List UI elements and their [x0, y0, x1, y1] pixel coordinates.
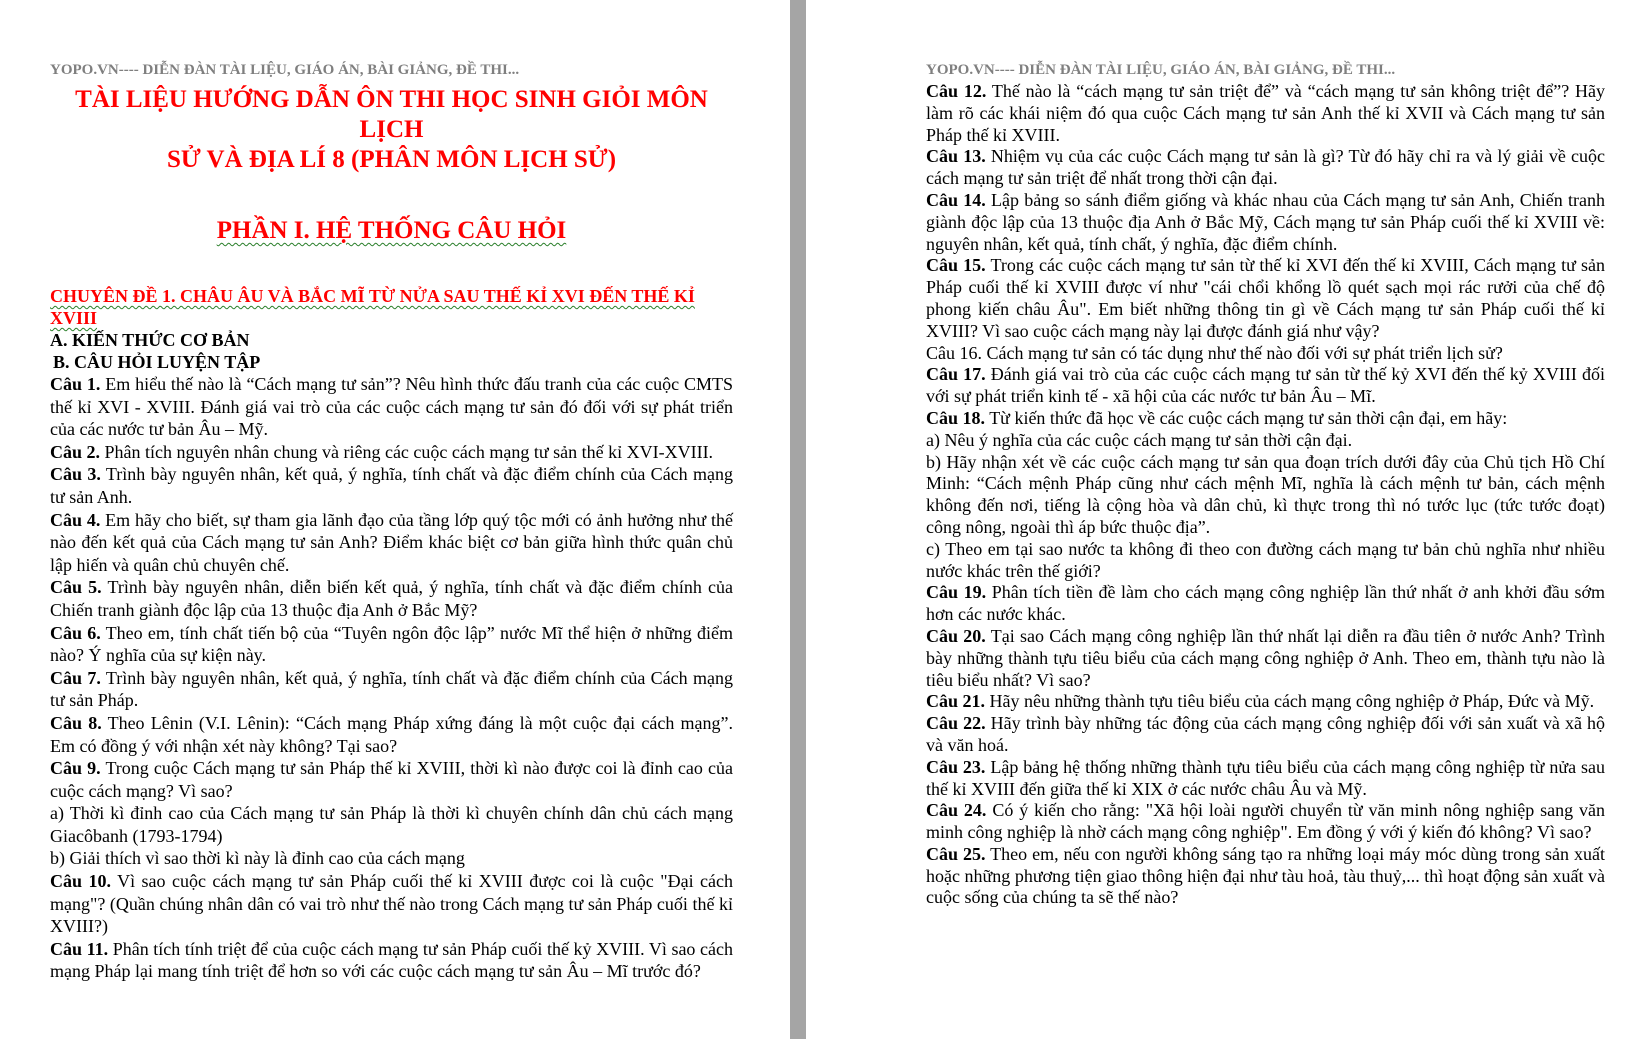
question-text: Phân tích tính triệt để của cuộc cách mạng tư sản Pháp cuối thế kỷ XVIII. Vì sao cách mạng Pháp lại mang tính triệt để hơn so với các cuộc cách mạng tư sản Âu – Mĩ trước đó?	[50, 938, 733, 982]
question-item	[50, 802, 733, 847]
question-item	[926, 190, 1605, 255]
question-label: Câu 17.	[926, 364, 986, 385]
question-item	[50, 463, 733, 508]
question-item	[926, 81, 1605, 146]
question-item	[926, 452, 1605, 539]
question-label: Câu 15.	[926, 255, 986, 276]
question-item	[926, 800, 1605, 844]
question-text: Tại sao Cách mạng công nghiệp lần thứ nhất lại diễn ra đầu tiên ở nước Anh? Trình bày những thành tựu tiêu biểu của cách mạng công nghiệp ở Anh. Theo em, thành tựu nào là tiêu biểu nhất? Vì sao?	[926, 625, 1605, 690]
question-list-right	[926, 81, 1605, 909]
question-text: a) Thời kì đỉnh cao của Cách mạng tư sản Pháp là thời kì chuyên chính dân chủ cách mạng Giacôbanh (1793-1794)	[50, 803, 733, 846]
question-item	[926, 255, 1605, 342]
question-text: Lập bảng so sánh điểm giống và khác nhau của Cách mạng tư sản Anh, Chiến tranh giành độc lập của 13 thuộc địa Anh ở Bắc Mỹ, Cách mạng tư sản Pháp cuối thế kỉ XVIII về: nguyên nhân, kết quả, tính chất, ý nghĩa, đặc điểm chính.	[926, 189, 1605, 254]
question-label: Câu 22.	[926, 713, 986, 734]
page-header: YOPO.VN---- DIỄN ĐÀN TÀI LIỆU, GIÁO ÁN, BÀI GIẢNG, ĐỀ THI...	[926, 62, 1396, 78]
question-item	[926, 757, 1605, 801]
question-label: Câu 1.	[50, 374, 101, 394]
question-label: Câu 18.	[926, 407, 986, 428]
question-item	[50, 373, 733, 441]
question-text: Lập bảng hệ thống những thành tựu tiêu biểu của cách mạng công nghiệp từ nửa sau thế kỉ XVIII đến giữa thế kỉ XIX ở các nước châu Âu và Mỹ.	[926, 756, 1605, 799]
question-label: Câu 14.	[926, 189, 986, 210]
question-text: Trình bày nguyên nhân, diễn biến kết quả, ý nghĩa, tính chất và đặc điểm chính của Chiến tranh giành độc lập của 13 thuộc địa Anh ở Bắc Mỹ?	[50, 577, 733, 620]
question-text: b) Giải thích vì sao thời kì này là đỉnh cao của cách mạng	[50, 848, 465, 869]
question-item	[50, 622, 733, 667]
question-label: Câu 2.	[50, 441, 101, 462]
question-text: Phân tích nguyên nhân chung và riêng các cuộc cách mạng tư sản thế kỉ XVI-XVIII.	[100, 441, 714, 462]
question-text: b) Hãy nhận xét về các cuộc cách mạng tư sản qua đoạn trích dưới đây của Chủ tịch Hồ Chí Minh: “Cách mệnh Pháp cũng như cách mệnh Mĩ, nghĩa là cách mệnh tư bản, cách mệnh không đến nơi, tiếng là cộng hòa và dân chủ, kì thực trong thì nó tước lục (tức tước đoạt) công nông, ngoài thì áp bức thuộc địa”.	[926, 451, 1605, 537]
question-item	[926, 408, 1605, 430]
question-label: Câu 24.	[926, 800, 987, 821]
document-title-line-1: TÀI LIỆU HƯỚNG DẪN ÔN THI HỌC SINH GIỎI MÔN LỊCH	[75, 86, 708, 143]
question-label: Câu 20.	[926, 625, 986, 646]
question-item	[50, 509, 733, 577]
question-item	[926, 713, 1605, 757]
document-page-left	[0, 0, 790, 1039]
question-item	[926, 146, 1605, 190]
question-text: c) Theo em tại sao nước ta không đi theo con đường cách mạng tư bản chủ nghĩa như nhiều nước khác trên thế giới?	[926, 538, 1605, 581]
question-item	[926, 626, 1605, 691]
question-item	[50, 441, 733, 464]
topic-title: CHUYÊN ĐỀ 1. CHÂU ÂU VÀ BẮC MĨ TỪ NỬA SAU THẾ KỈ XVI ĐẾN THẾ KỈ XVIII	[50, 286, 695, 328]
question-label: Câu 10.	[50, 871, 111, 892]
question-text: Câu 16. Cách mạng tư sản có tác dụng như thế nào đối với sự phát triển lịch sử?	[926, 342, 1503, 363]
question-text: Có ý kiến cho rằng: "Xã hội loài người chuyển từ văn minh nông nghiệp sang văn minh công nghiệp là nhờ cách mạng công nghiệp". Em đồng ý với ý kiến đó không? Vì sao?	[926, 800, 1605, 843]
question-text: Đánh giá vai trò của các cuộc cách mạng tư sản từ thế kỷ XVI đến thế kỷ XVIII đối với sự phát triển kinh tế - xã hội của các nước tư bản Âu – Mĩ.	[926, 364, 1605, 407]
question-item	[50, 870, 733, 938]
question-text: Phân tích tiền đề làm cho cách mạng công nghiệp lần thứ nhất ở anh khởi đầu sớm hơn các nước khác.	[926, 582, 1605, 625]
part-title: PHẦN I. HỆ THỐNG CÂU HỎI	[216, 217, 567, 244]
question-item	[50, 576, 733, 621]
question-item	[926, 582, 1605, 626]
question-item	[926, 343, 1605, 365]
question-item	[50, 712, 733, 757]
question-item	[926, 430, 1605, 452]
question-item	[50, 847, 733, 870]
question-label: Câu 19.	[926, 582, 987, 603]
question-text: Theo em, nếu con người không sáng tạo ra những loại máy móc dùng trong sản xuất hoặc những phương tiện giao thông hiện đại như tàu hoả, tàu thuỷ,... thì hoạt động sản xuất và cuộc sống của chúng ta sẽ thế nào?	[926, 843, 1606, 908]
section-b-heading: B. CÂU HỎI LUYỆN TẬP	[53, 352, 261, 372]
question-text: Trong các cuộc cách mạng tư sản từ thế kỉ XVI đến thế kỉ XVIII, Cách mạng tư sản Pháp cuối thế kỉ XVIII được ví như "cái chổi khổng lồ quét sạch mọi rác rưởi của chế độ phong kiến châu Âu". Em biết những thông tin gì về Cách mạng tư sản Pháp cuối thế kỉ XVIII? Vì sao cuộc cách mạng này lại được đánh giá như vậy?	[926, 255, 1605, 341]
question-text: Nhiệm vụ của các cuộc Cách mạng tư sản là gì? Từ đó hãy chỉ ra và lý giải về cuộc cách mạng tư sản triệt để nhất trong thời cận đại.	[926, 146, 1605, 189]
question-item	[50, 667, 733, 712]
question-label: Câu 8.	[50, 712, 102, 733]
question-label: Câu 6.	[50, 622, 101, 643]
question-item	[926, 691, 1605, 713]
question-item	[50, 757, 733, 802]
question-text: Em hãy cho biết, sự tham gia lãnh đạo của tầng lớp quý tộc mới có ảnh hưởng như thế nào đến kết quả của Cách mạng tư sản Anh? Điểm khác biệt cơ bản giữa hình thức quân chủ lập hiến và quân chủ chuyên chế.	[50, 509, 734, 575]
question-text: Em hiểu thế nào là “Cách mạng tư sản”? Nêu hình thức đấu tranh của các cuộc CMTS thế kỉ XVI - XVIII. Đánh giá vai trò của các cuộc cách mạng tư sản đó đối với sự phát triển của các nước tư bản Âu – Mỹ.	[50, 374, 733, 440]
question-label: Câu 12.	[926, 81, 987, 101]
question-text: Hãy nêu những thành tựu tiêu biểu của cách mạng công nghiệp ở Pháp, Đức và Mỹ.	[985, 691, 1595, 712]
question-item	[926, 844, 1605, 909]
question-text: a) Nêu ý nghĩa của các cuộc cách mạng tư sản thời cận đại.	[926, 429, 1353, 450]
question-list-left	[50, 373, 733, 983]
question-label: Câu 4.	[50, 509, 101, 530]
question-text: Theo em, tính chất tiến bộ của “Tuyên ngôn độc lập” nước Mĩ thể hiện ở những điểm nào? Ý nghĩa của sự kiện này.	[50, 622, 733, 666]
question-label: Câu 13.	[926, 146, 986, 167]
question-label: Câu 25.	[926, 843, 986, 864]
section-a-heading: A. KIẾN THỨC CƠ BẢN	[50, 330, 250, 350]
question-text: Trình bày nguyên nhân, kết quả, ý nghĩa, tính chất và đặc điểm chính của Cách mạng tư sản Pháp.	[50, 667, 733, 711]
question-text: Thế nào là “cách mạng tư sản triệt để” và “cách mạng tư sản không triệt để”? Hãy làm rõ các khái niệm đó qua cuộc Cách mạng tư sản Anh thế kỉ XVII và Cách mạng tư sản Pháp thế kỉ XVIII.	[926, 81, 1605, 145]
question-label: Câu 21.	[926, 691, 986, 712]
question-item	[50, 938, 733, 983]
document-page-right	[806, 0, 1635, 1039]
question-label: Câu 23.	[926, 756, 986, 777]
question-item	[926, 539, 1605, 583]
document-title-line-2: SỬ VÀ ĐỊA LÍ 8 (PHÂN MÔN LỊCH SỬ)	[166, 146, 617, 173]
question-text: Vì sao cuộc cách mạng tư sản Pháp cuối thế kỉ XVIII được coi là cuộc "Đại cách mạng"? (Quần chúng nhân dân có vai trò như thế nào trong Cách mạng tư sản Pháp cuối thế kỉ XVIII?)	[50, 871, 733, 937]
question-text: Từ kiến thức đã học về các cuộc cách mạng tư sản thời cận đại, em hãy:	[985, 407, 1508, 428]
question-text: Trình bày nguyên nhân, kết quả, ý nghĩa, tính chất và đặc điểm chính của Cách mạng tư sản Anh.	[50, 464, 733, 507]
question-text: Hãy trình bày những tác động của cách mạng công nghiệp đối với sản xuất và xã hộ và văn hoá.	[926, 713, 1606, 755]
question-label: Câu 3.	[50, 464, 101, 485]
question-text: Theo Lênin (V.I. Lênin): “Cách mạng Pháp xứng đáng là một cuộc đại cách mạng”. Em có đồng ý với nhận xét này không? Tại sao?	[50, 712, 733, 756]
question-item	[926, 364, 1605, 408]
question-text: Trong cuộc Cách mạng tư sản Pháp thế kỉ XVIII, thời kì nào được coi là đỉnh cao của cuộc cách mạng? Vì sao?	[50, 758, 733, 801]
question-label: Câu 9.	[50, 758, 101, 779]
page-header: YOPO.VN---- DIỄN ĐÀN TÀI LIỆU, GIÁO ÁN, BÀI GIẢNG, ĐỀ THI...	[50, 62, 520, 78]
question-label: Câu 5.	[50, 577, 102, 598]
question-label: Câu 7.	[50, 667, 101, 688]
question-label: Câu 11.	[50, 938, 109, 959]
